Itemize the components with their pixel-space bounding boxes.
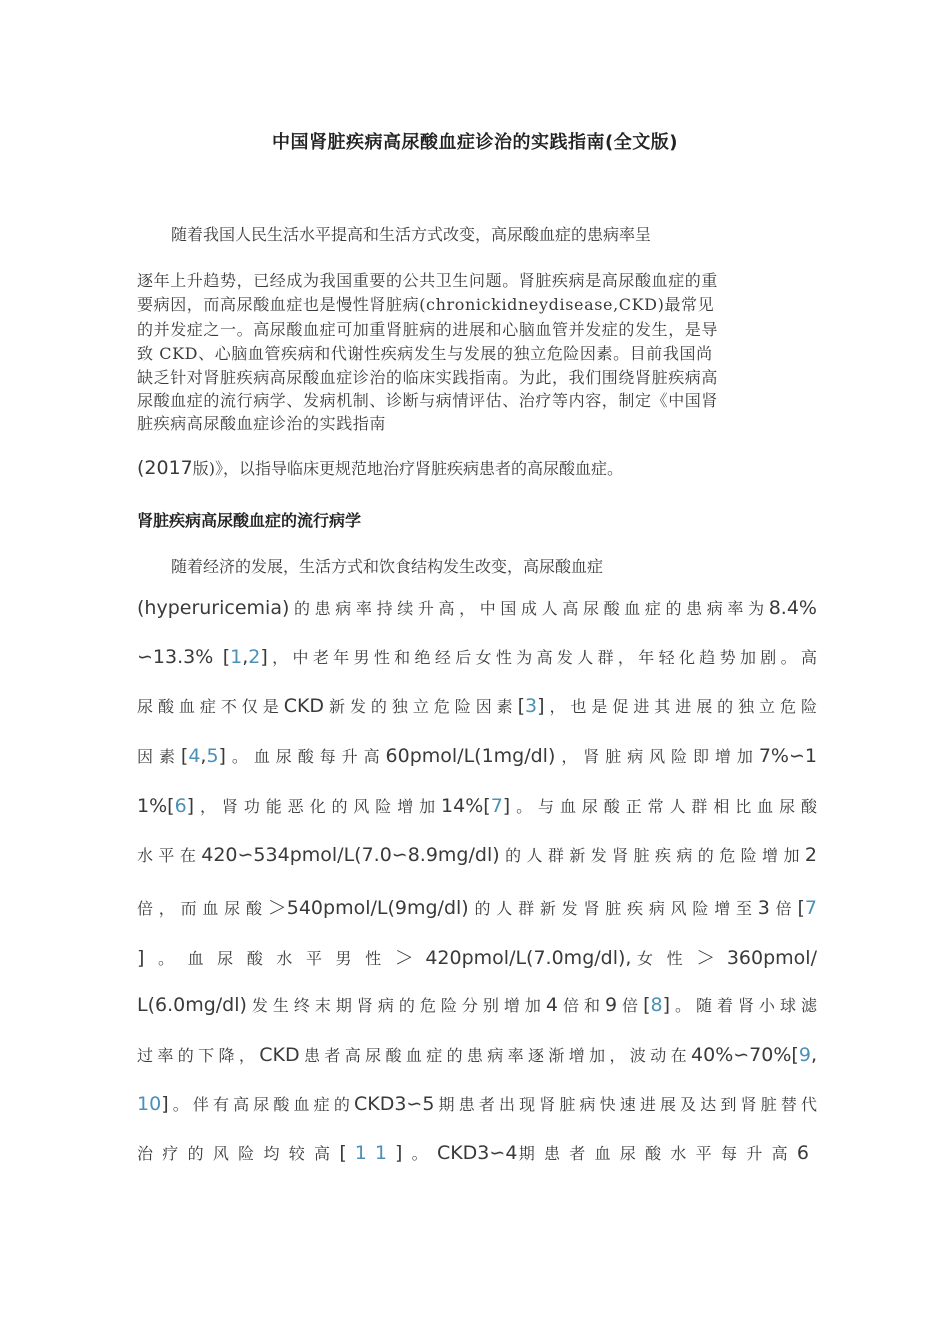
section-line: 水平在420∽534pmol/L(7.0∽8.9mg/dl)的人群新发肾脏疾病的危险增加2 (137, 844, 817, 866)
section-line: 倍，而血尿酸＞540pmol/L(9mg/dl)的人群新发肾脏疾病风险增至3倍[7 (137, 897, 817, 919)
citation-link[interactable]: 7 (490, 795, 503, 817)
intro-first-line: 随着我国人民生活水平提高和生活方式改变，高尿酸血症的患病率呈 (171, 225, 652, 244)
intro-line: 逐年上升趋势，已经成为我国重要的公共卫生问题。肾脏疾病是高尿酸血症的重 (137, 271, 719, 290)
section-line: 尿酸血症不仅是CKD新发的独立危险因素[3]，也是促进其进展的独立危险 (137, 695, 817, 717)
citation-link[interactable]: 3 (525, 695, 538, 717)
section-line: 1%[6]，肾功能恶化的风险增加14%[7]。与血尿酸正常人群相比血尿酸 (137, 795, 817, 817)
section-line: 10]。伴有高尿酸血症的CKD3∽5期患者出现肾脏病快速进展及达到肾脏替代 (137, 1093, 817, 1115)
citation-link[interactable]: 7 (804, 897, 817, 919)
intro-line: 缺乏针对肾脏疾病高尿酸血症诊治的临床实践指南。为此，我们围绕肾脏疾病高 (137, 368, 719, 387)
section-line: 治疗的风险均较高[11]。CKD3∽4期患者血尿酸水平每升高6 (137, 1142, 817, 1164)
citation-link[interactable]: 1 (230, 646, 243, 668)
intro-line: 致 CKD、心脑血管疾病和代谢性疾病发生与发展的独立危险因素。目前我国尚 (137, 344, 713, 363)
intro-line: 要病因，而高尿酸血症也是慢性肾脏病(chronickidneydisease,CKD)最常见 (137, 295, 715, 314)
citation-link[interactable]: 11 (354, 1142, 395, 1164)
citation-link[interactable]: 4 (188, 745, 201, 767)
citation-link[interactable]: 9 (798, 1044, 811, 1066)
intro-line: 尿酸血症的流行病学、发病机制、诊断与病情评估、治疗等内容，制定《中国肾 (137, 391, 719, 410)
section-line: 因素[4,5]。血尿酸每升高60pmol/L(1mg/dl)，肾脏病风险即增加7%∽1 (137, 745, 817, 767)
intro-closing-line: (2017版)》，以指导临床更规范地治疗肾脏疾病患者的高尿酸血症。 (137, 457, 624, 479)
intro-line: 脏疾病高尿酸血症诊治的实践指南 (137, 414, 387, 433)
section-line: 过率的下降，CKD患者高尿酸血症的患病率逐渐增加，波动在40%∽70%[9, (137, 1044, 817, 1066)
citation-link[interactable]: 10 (137, 1093, 162, 1115)
intro-line: 的并发症之一。高尿酸血症可加重肾脏病的进展和心脑血管并发症的发生，是导 (137, 320, 719, 339)
citation-link[interactable]: 2 (248, 646, 261, 668)
section-line: L(6.0mg/dl)发生终末期肾病的危险分别增加4倍和9倍[8]。随着肾小球滤 (137, 994, 817, 1016)
citation-link[interactable]: 5 (206, 745, 219, 767)
section-line: ∽13.3% [1,2]，中老年男性和绝经后女性为高发人群，年轻化趋势加剧。高 (137, 646, 817, 668)
section-heading: 肾脏疾病高尿酸血症的流行病学 (137, 511, 362, 530)
page-title: 中国肾脏疾病高尿酸血症诊治的实践指南(全文版) (272, 132, 678, 153)
section-line: (hyperuricemia)的患病率持续升高，中国成人高尿酸血症的患病率为8.4% (137, 597, 817, 619)
section-first-line: 随着经济的发展，生活方式和饮食结构发生改变，高尿酸血症 (171, 557, 604, 576)
citation-link[interactable]: 6 (174, 795, 187, 817)
citation-link[interactable]: 8 (650, 994, 663, 1016)
section-line: ]。血尿酸水平男性＞ 420pmol/L(7.0mg/dl),女性＞ 360pmol/ (137, 947, 817, 969)
